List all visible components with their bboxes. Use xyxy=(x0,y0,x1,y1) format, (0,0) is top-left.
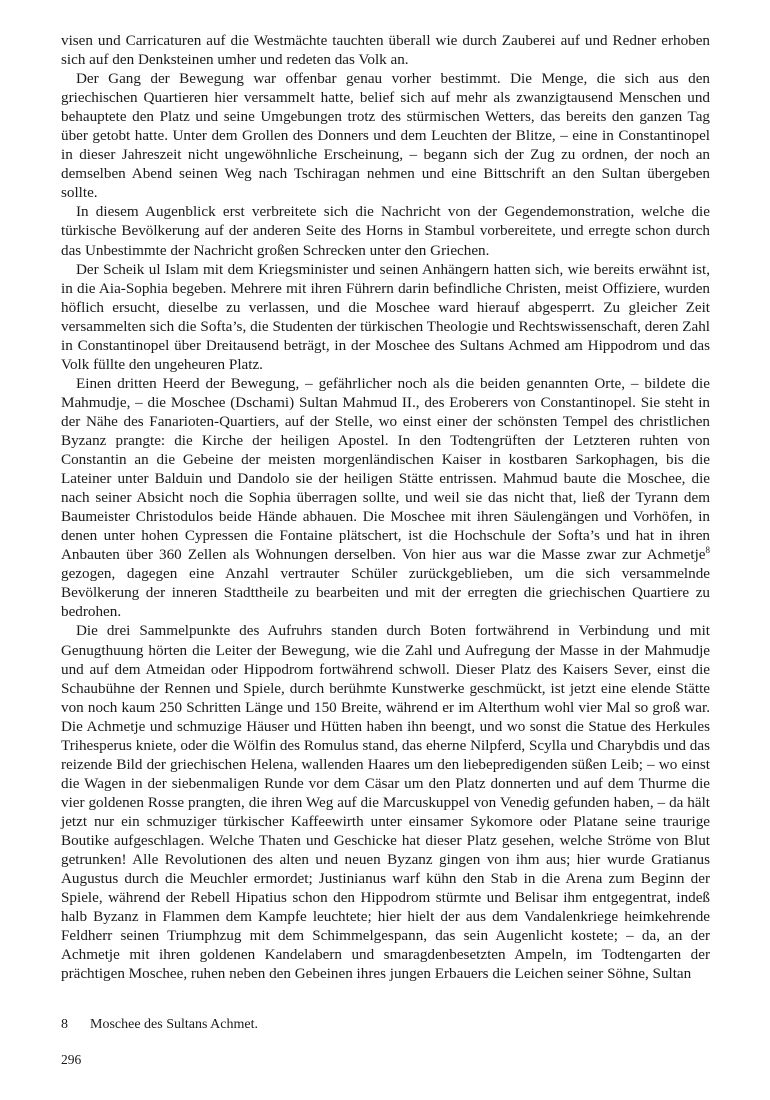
paragraph-text: Einen dritten Heerd der Bewegung, – gefährlicher noch als die beiden genannten Orte, – bildete die Mahmudje, – die Moschee (Dschami) Sultan Mahmud II., des Eroberers von Constantinopel. Sie steht in der Nähe des Fanarioten-Quartiers, auf der Stelle, wo einst einer der schönsten Tempel des christlichen Byzanz prangte: die Kirche der heiligen Apostel. In den Todtengrüften der Letzteren ruhten von Constantin an die Gebeine der meisten morgenländischen Kaiser in kostbaren Sarkophagen, bis die Lateiner unter Balduin und Dandolo sie der heiligen Stätte entrissen. Mahmud baute die Moschee, die nach seiner Absicht noch die Sophia überragen sollte, und weil sie das nicht that, ließ der Tyrann dem Baumeister Christodulos beide Hände abhauen. Die Moschee mit ihren Säulengängen und Vorhöfen, in denen unter hohen Cypressen die Fontaine plätschert, ist die Hochschule der Softa’s und hat in ihren Anbauten über 360 Zellen als Wohnungen derselben. Von hier aus war die Masse zwar zur Achmetje xyxy=(61,374,710,564)
footnote xyxy=(61,1016,710,1034)
footnote-reference[interactable]: 8 xyxy=(705,545,710,556)
paragraph: In diesem Augenblick erst verbreitete sich die Nachricht von der Gegendemonstration, welche die türkische Bevölkerung auf der anderen Seite des Horns in Stambul vorbereitete, und erregte schon durch das Unbestimmte der Nachricht großen Schrecken unter den Griechen. xyxy=(61,203,710,259)
paragraph: Der Gang der Bewegung war offenbar genau vorher bestimmt. Die Menge, die sich aus den griechischen Quartieren hier versammelt hatte, belief sich auf mehr als zwanzigtausend Menschen und behauptete den Platz und seine Umgebungen trotz des stürmischen Wetters, das bereits den ganzen Tag über getobt hatte. Unter dem Grollen des Donners und dem Leuchten der Blitze, – eine in Constantinopel in dieser Jahreszeit nicht ungewöhnliche Erscheinung, – begann sich der Zug zu ordnen, der noch an demselben Abend seinen Weg nach Tschiragan nehmen und eine Bittschrift an den Sultan übergeben sollte. xyxy=(61,70,710,202)
paragraph: Der Scheik ul Islam mit dem Kriegsminister und seinen Anhängern hatten sich, wie bereits erwähnt ist, in die Aia-Sophia begeben. Mehrere mit ihren Führern darin befindliche Christen, meist Offiziere, wurden höflich ersucht, dieselbe zu verlassen, und die Moschee ward hierauf abgesperrt. Zu gleicher Zeit versammelten sich die Softa’s, die Studenten der türkischen Theologie und Rechtswissenschaft, deren Zahl in Constantinopel über Dreitausend beträgt, in der Moschee des Sultans Achmed am Hippodrom und das Volk füllte den ungeheuren Platz. xyxy=(61,260,710,373)
body-text xyxy=(61,31,710,983)
footnote-number: 8 xyxy=(61,1017,68,1032)
footnote-text: Moschee des Sultans Achmet. xyxy=(90,1017,258,1032)
paragraph-text: gezogen, dagegen eine Anzahl vertrauter Schüler zurückgeblieben, um die sich versammelnde Bevölkerung der inneren Stadttheile zu bearbeiten und mit der erregten die griechischen Quartiere zu bedrohen. xyxy=(61,565,710,621)
page-number: 296 xyxy=(61,1052,82,1067)
paragraph xyxy=(61,374,710,622)
paragraph: visen und Carricaturen auf die Westmächte tauchten überall wie durch Zauberei auf und Redner erhoben sich auf den Denksteinen umher und redeten das Volk an. xyxy=(61,32,710,69)
paragraph: Die drei Sammelpunkte des Aufruhrs standen durch Boten fortwährend in Verbindung und mit Genugthuung hörten die Leiter der Bewegung, wie die Zahl und Aufregung der Masse in der Mahmudje und auf dem Atmeidan oder Hippodrom fortwährend schwoll. Dieser Platz des Kaisers Sever, einst die Schaubühne der Rennen und Spiele, durch berühmte Kunstwerke geschmückt, ist jetzt eine elende Stätte von noch kaum 250 Schritten Länge und 150 Breite, während er im Alterthum wohl vier Mal so groß war. Die Achmetje und schmuzige Häuser und Hütten haben ihn beengt, und wo sonst die Statue des Herkules Trihesperus kniete, oder die Wölfin des Romulus stand, das eherne Nilpferd, Scylla und Charybdis und das reizende Bild der griechischen Helena, wallenden Haares um den liebepredigenden süßen Leib; – wo einst die Wagen in der siebenmaligen Runde vor dem Cäsar um den Platz donnerten und auf dem Thurme die vier goldenen Rosse prangten, die ihren Weg auf die Marcuskuppel von Venedig gefunden haben, – da hält jetzt nur ein schmuziger türkischer Kaffeewirth unter einsamer Sykomore oder Platane seine traurige Boutike aufgeschlagen. Welche Thaten und Geschicke hat dieser Platz gesehen, welche Ströme von Blut getrunken! Alle Revolutionen des alten und neuen Byzanz gingen von ihm aus; hier wurde Gratianus Augustus durch die Meuchler ermordet; Justinianus warf kühn den Stab in die Arena zum Beginn der Spiele, während der Rebell Hipatius schon den Hippodrom stürmte und Belisar ihm entgegentrat, indeß halb Byzanz in Flammen dem Kampfe leuchtete; hier hielt der aus dem Vandalenkriege heimkehrende Feldherr seinen Triumphzug mit dem Schimmelgespann, das sein Augenlicht kostete; – da, an der Achmetje mit ihren goldenen Kandelabern und smaragdenbesetzten Ampeln, im Todtengarten der prächtigen Moschee, ruhen neben den Gebeinen ihres jungen Erbauers die Leichen seiner Söhne, Sultan xyxy=(61,622,710,983)
